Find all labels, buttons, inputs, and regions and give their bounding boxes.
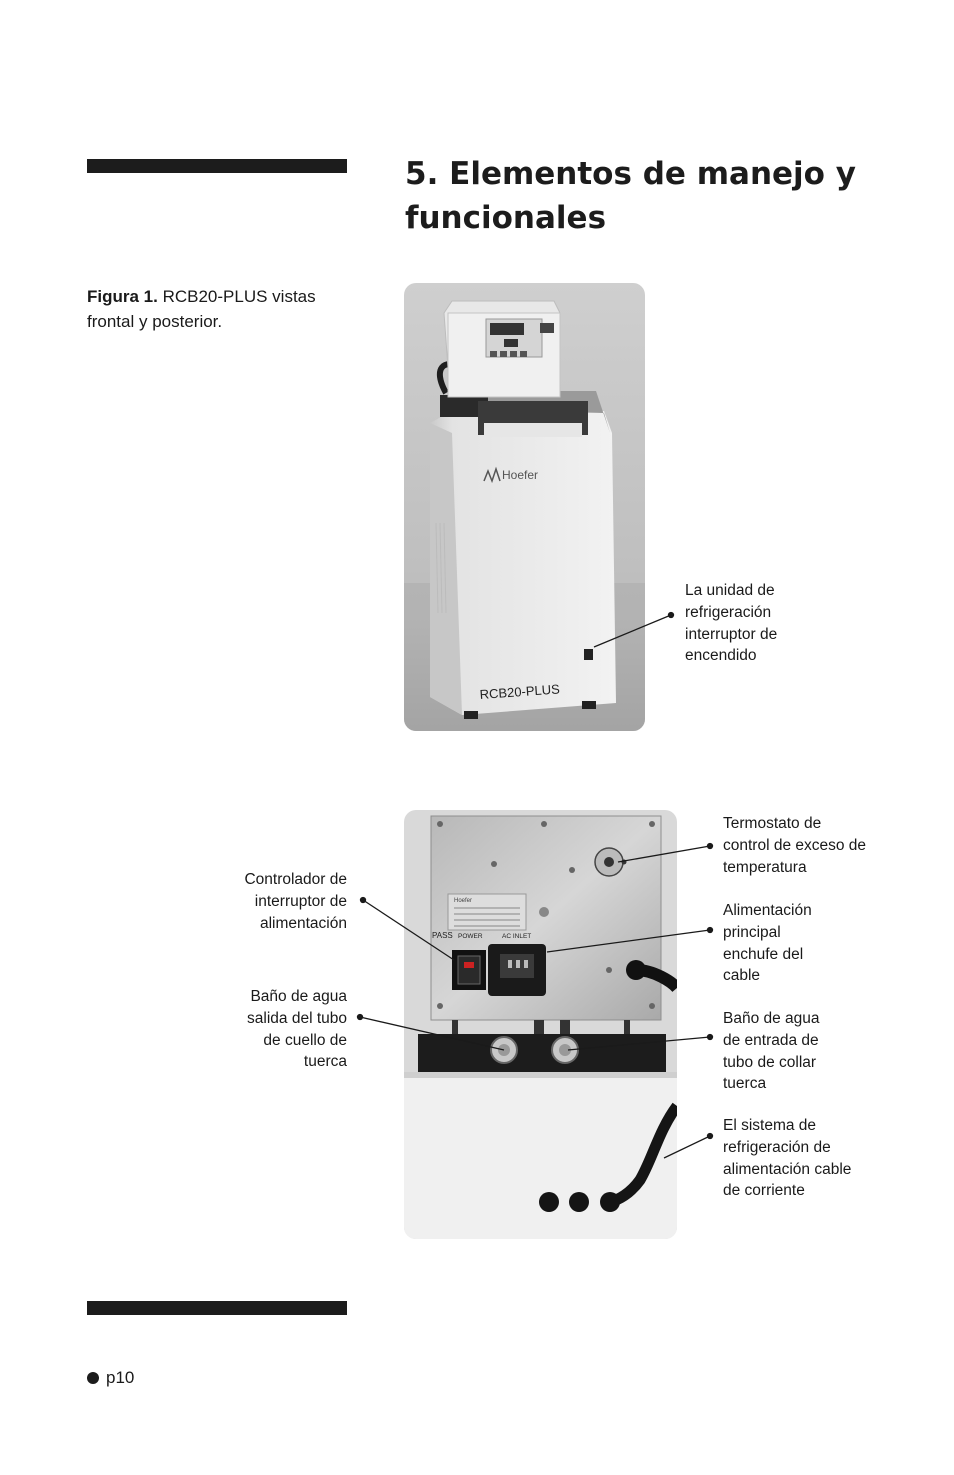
rear-pass-label: PASS [432,931,453,940]
callout-outlet-nut: Baño de agua salida del tubo de cuello de tuerca [247,988,347,1071]
front-model-label: RCB20-PLUS [479,681,561,702]
callout-controller-switch: Controlador de interruptor de alimentación [244,871,347,932]
bottom-rule [87,1301,347,1315]
page-number-text: p10 [106,1368,135,1387]
callout-front-switch: La unidad de refrigeración interruptor de encendido [685,582,778,665]
rear-ac-inlet-label: AC INLET [502,933,532,940]
figure-caption-text-1: RCB20-PLUS vistas [157,287,316,306]
rear-power-label: POWER [458,933,483,940]
callout-thermostat: Termostato de control de exceso de temperatura [723,815,867,876]
callout-power-inlet: Alimentación principal enchufe del cable [723,902,812,985]
callout-inlet-nut: Baño de agua de entrada de tubo de collar tuerca [723,1010,820,1093]
rear-brand-logo: Hoefer [454,898,473,904]
front-brand-logo: Hoefer [502,468,539,482]
section-title-line-1: 5. Elementos de manejo y [405,156,856,192]
figure-caption-text-2: frontal y posterior. [87,312,223,331]
bullet-icon [87,1372,99,1384]
page-number [87,1366,134,1390]
callout-power-cable: El sistema de refrigeración de alimentación cable de corriente [723,1117,852,1200]
section-title-line-2: funcionales [405,200,607,236]
figure-caption-label: Figura 1. [87,287,158,306]
